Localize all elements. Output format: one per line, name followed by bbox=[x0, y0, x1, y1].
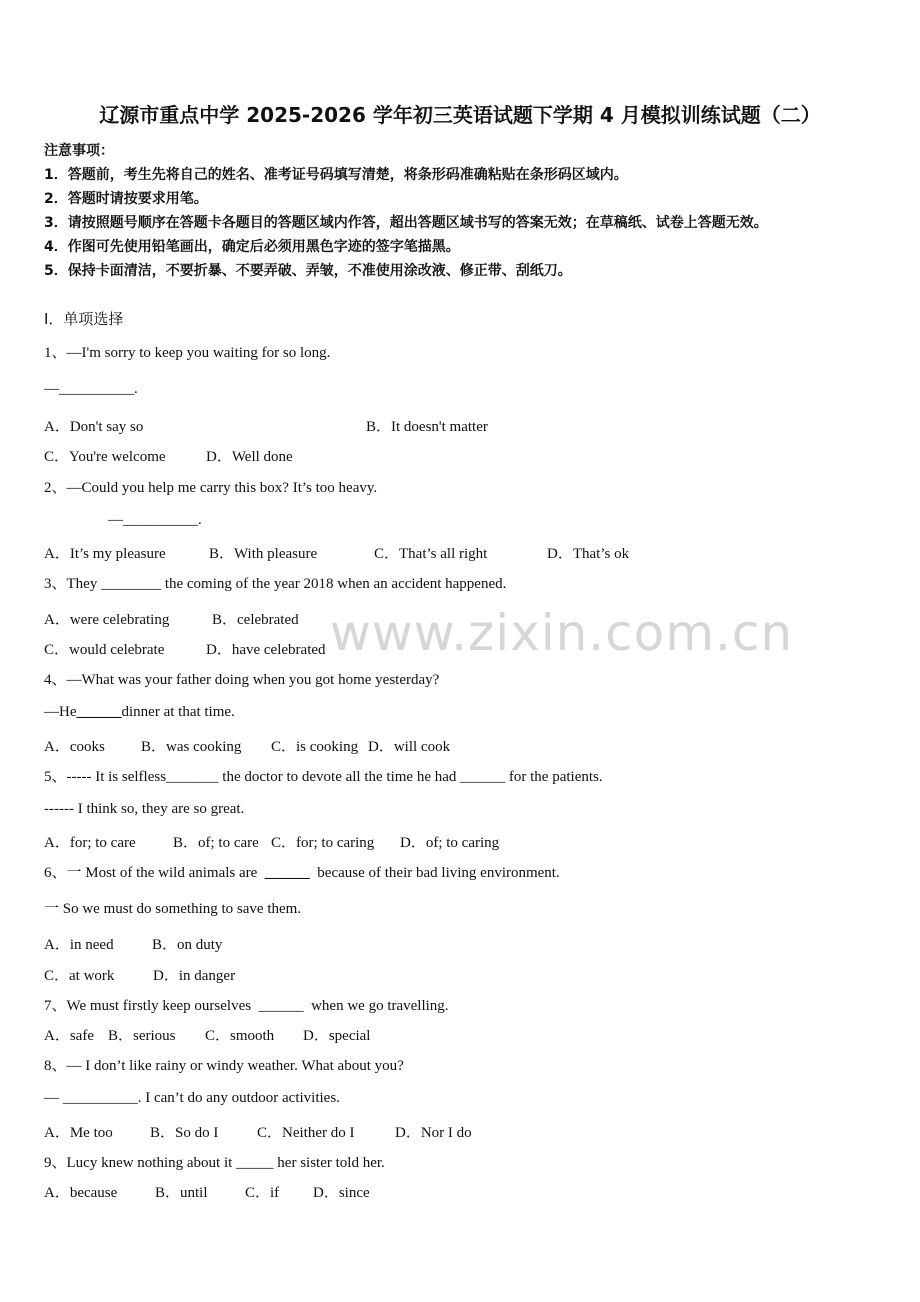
option: C．at work bbox=[44, 968, 115, 984]
option: C．smooth bbox=[205, 1028, 275, 1044]
option: D．special bbox=[303, 1028, 371, 1044]
notice-item: 3．请按照题号顺序在答题卡各题目的答题区域内作答，超出答题区域书写的答案无效；在草稿纸、试卷上答题无效。 bbox=[44, 215, 768, 231]
option: B．of; to care bbox=[173, 835, 259, 851]
option: A．in need bbox=[44, 937, 114, 953]
notice-item: 1．答题前，考生先将自己的姓名、准考证号码填写清楚，将条形码准确粘贴在条形码区域内。 bbox=[44, 167, 628, 183]
option: A．because bbox=[44, 1185, 118, 1201]
option: C．for; to caring bbox=[271, 835, 375, 851]
option: A．for; to care bbox=[44, 835, 136, 851]
option: D．Nor I do bbox=[395, 1125, 472, 1141]
answer-blank: ______ bbox=[258, 998, 304, 1014]
option: A．cooks bbox=[44, 739, 105, 755]
notice-item: 4．作图可先使用铅笔画出，确定后必须用黑色字迹的签字笔描黑。 bbox=[44, 239, 460, 255]
option: B．celebrated bbox=[212, 612, 299, 628]
question-reply: — __________. I can’t do any outdoor activities. bbox=[44, 1090, 340, 1106]
option: A．Me too bbox=[44, 1125, 113, 1141]
option: C．if bbox=[245, 1185, 280, 1201]
question-reply: ------ I think so, they are so great. bbox=[44, 801, 245, 817]
option: D．have celebrated bbox=[206, 642, 326, 658]
option: B．on duty bbox=[152, 937, 223, 953]
question-stem: 8、— I don’t like rainy or windy weather. What about you? bbox=[44, 1058, 404, 1074]
question-stem: 5、----- It is selfless_______ the doctor to devote all the time he had ______ for the patients. bbox=[44, 769, 603, 785]
option: B．until bbox=[155, 1185, 208, 1201]
question-stem: 4、—What was your father doing when you got home yesterday? bbox=[44, 672, 440, 688]
option: B．It doesn't matter bbox=[366, 419, 488, 435]
stem-text: because of their bad living environment. bbox=[317, 865, 560, 881]
option: A．Don't say so bbox=[44, 419, 144, 435]
option: C．That’s all right bbox=[374, 546, 488, 562]
option: B．was cooking bbox=[141, 739, 242, 755]
question-reply: —__________. bbox=[44, 381, 138, 397]
question-reply: 一 So we must do something to save them. bbox=[44, 901, 302, 917]
option: D．of; to caring bbox=[400, 835, 500, 851]
question-stem: 9、Lucy knew nothing about it _____ her sister told her. bbox=[44, 1155, 385, 1171]
option: A．were celebrating bbox=[44, 612, 170, 628]
option: B．With pleasure bbox=[209, 546, 318, 562]
option: B．serious bbox=[108, 1028, 176, 1044]
option: D．Well done bbox=[206, 449, 293, 465]
notice-item: 2．答题时请按要求用笔。 bbox=[44, 191, 208, 207]
notice-item: 5．保持卡面清洁，不要折暴、不要弄破、弄皱，不准使用涂改液、修正带、刮纸刀。 bbox=[44, 263, 572, 279]
reply-text: —He bbox=[44, 704, 77, 720]
question-reply: —__________. bbox=[108, 512, 202, 528]
notice-heading: 注意事项： bbox=[44, 143, 114, 159]
option: C．Neither do I bbox=[257, 1125, 355, 1141]
option: D．That’s ok bbox=[547, 546, 630, 562]
question-stem bbox=[44, 861, 560, 882]
stem-text: 7、We must firstly keep ourselves bbox=[44, 998, 252, 1014]
option: A．safe bbox=[44, 1028, 94, 1044]
reply-text: dinner at that time. bbox=[121, 704, 235, 720]
answer-blank: ______ bbox=[264, 865, 310, 881]
question-stem: 1、—I'm sorry to keep you waiting for so long. bbox=[44, 345, 331, 361]
option: B．So do I bbox=[150, 1125, 219, 1141]
question-stem: 2、—Could you help me carry this box? It’s too heavy. bbox=[44, 480, 378, 496]
page-title: 辽源市重点中学 2025-2026 学年初三英语试题下学期 4 月模拟训练试题（二） bbox=[99, 103, 821, 127]
question-stem bbox=[44, 994, 449, 1015]
section-title: Ⅰ．单项选择 bbox=[44, 310, 124, 328]
stem-text: 6、一 Most of the wild animals are bbox=[44, 865, 258, 881]
option: A．It’s my pleasure bbox=[44, 546, 166, 562]
question-stem: 3、They ________ the coming of the year 2018 when an accident happened. bbox=[44, 576, 507, 592]
option: D．since bbox=[313, 1185, 370, 1201]
stem-text: when we go travelling. bbox=[311, 998, 449, 1014]
option: C．would celebrate bbox=[44, 642, 165, 658]
question-reply bbox=[44, 704, 235, 721]
option: C．is cooking bbox=[271, 739, 359, 755]
option: D．will cook bbox=[368, 739, 451, 755]
option: D．in danger bbox=[153, 968, 236, 984]
answer-blank: ______ bbox=[76, 704, 122, 720]
watermark: www.zixin.com.cn bbox=[330, 604, 794, 662]
option: C．You're welcome bbox=[44, 449, 166, 465]
